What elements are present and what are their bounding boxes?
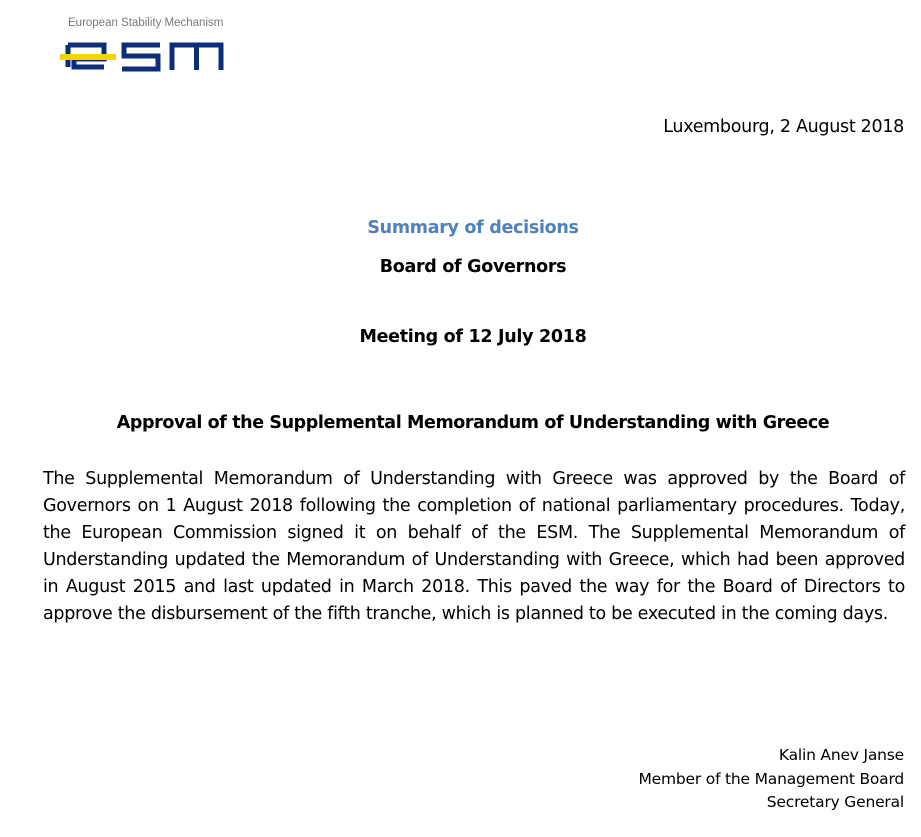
place-date: Luxembourg, 2 August 2018: [663, 117, 904, 137]
signatory-name: Kalin Anev Janse: [778, 746, 904, 764]
decision-body: The Supplemental Memorandum of Understanding with Greece was approved by the Board of Governors on 1 August 2018 following the completion of national parliamentary procedures. Today, the European Commission signed it on behalf of the ESM. The Supplemental Memorandum of Understanding updated the Memorandum of Understanding with Greece, which had been approved in August 2015 and last updated in March 2018. This paved the way for the Board of Directors to approve the disbursement of the fifth tranche, which is planned to be executed in the coming days.: [43, 469, 905, 624]
esm-logo: [60, 17, 230, 79]
esm-logo-mark: [60, 39, 226, 75]
logo-letter-m: [172, 45, 221, 70]
logo-letter-s: [122, 45, 160, 69]
summary-title: Summary of decisions: [367, 218, 579, 238]
signatory-role: Member of the Management Board: [638, 769, 904, 788]
board-title: Board of Governors: [379, 257, 567, 277]
logo-yellow-bar: [60, 54, 116, 60]
logo-tagline: European Stability Mechanism: [68, 17, 224, 29]
signatory-title: Secretary General: [766, 793, 904, 811]
signature-block: [639, 744, 905, 815]
meeting-title: Meeting of 12 July 2018: [359, 327, 587, 347]
decision-heading: Approval of the Supplemental Memorandum of Understanding with Greece: [116, 413, 830, 433]
